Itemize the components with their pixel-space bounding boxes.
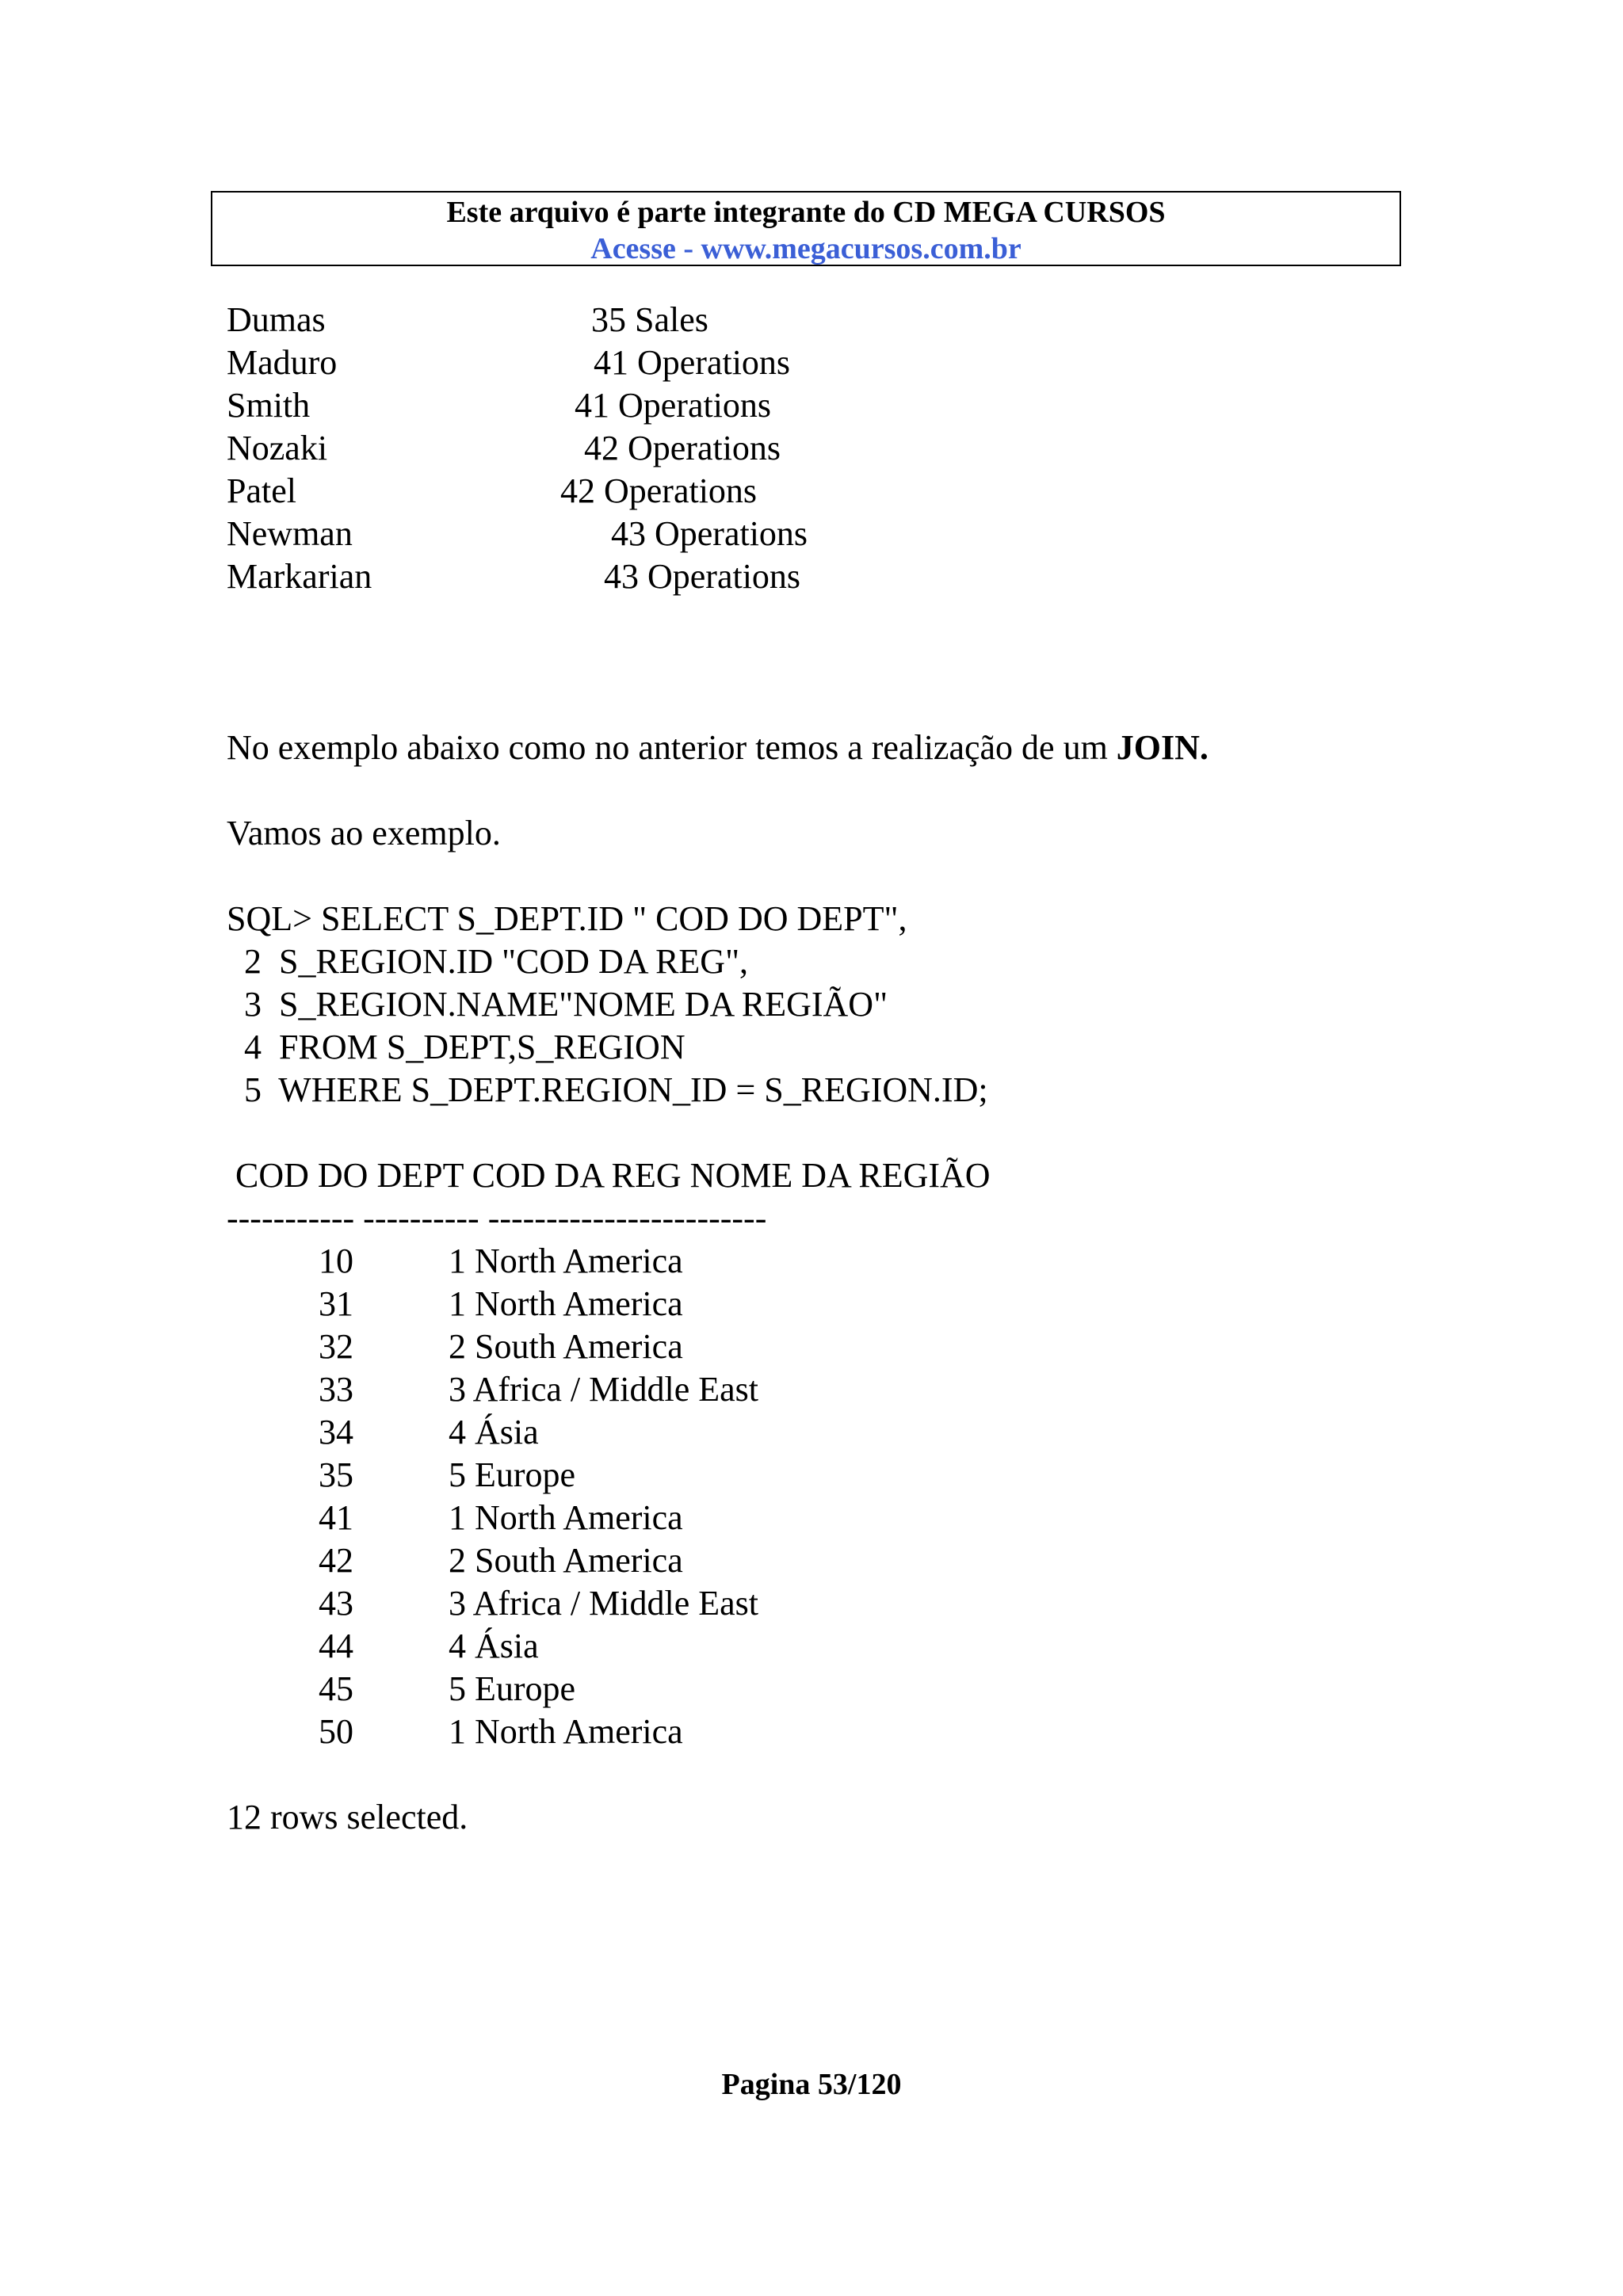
employee-name: Newman [227,514,353,553]
result-header: COD DO DEPT COD DA REG NOME DA REGIÃO [227,1156,991,1195]
vamos-text: Vamos ao exemplo. [227,814,501,852]
result-dept: 33 [319,1370,353,1409]
result-dept: 42 [319,1541,353,1580]
result-dept: 34 [319,1413,353,1451]
sql-line: 3 S_REGION.NAME"NOME DA REGIÃO" [227,985,888,1024]
employee-name: Maduro [227,343,338,382]
page-number: Pagina 53/120 [721,2068,902,2101]
result-region: 1 North America [449,1498,683,1537]
result-region: 1 North America [449,1712,683,1751]
sql-line: SQL> SELECT S_DEPT.ID " COD DO DEPT", [227,899,907,938]
employee-name: Nozaki [227,429,328,467]
result-region: 1 North America [449,1284,683,1323]
result-separator: ----------- ---------- ------------------------ [227,1199,767,1238]
result-dept: 43 [319,1584,353,1623]
result-dept: 32 [319,1327,353,1366]
employee-dept: 41 Operations [594,343,791,382]
rows-selected: 12 rows selected. [227,1798,468,1836]
employee-name: Patel [227,471,296,510]
employee-dept: 41 Operations [575,386,772,425]
sql-line: 2 S_REGION.ID "COD DA REG", [227,942,749,981]
result-dept: 10 [319,1241,353,1280]
result-region: 5 Europe [449,1669,576,1708]
result-region: 2 South America [449,1541,683,1580]
result-dept: 44 [319,1627,353,1665]
sql-line: 4 FROM S_DEPT,S_REGION [227,1028,685,1066]
result-region: 5 Europe [449,1455,576,1494]
result-region: 2 South America [449,1327,683,1366]
header-link[interactable]: Acesse - www.megacursos.com.br [590,232,1022,265]
employee-name: Markarian [227,557,372,596]
employee-dept: 43 Operations [611,514,808,553]
employee-dept: 43 Operations [604,557,801,596]
intro-text: No exemplo abaixo como no anterior temos a realização de um [227,728,1117,767]
intro-paragraph [227,727,1209,769]
intro-bold: JOIN. [1116,728,1209,767]
result-region: 3 Africa / Middle East [449,1584,759,1623]
result-dept: 50 [319,1712,353,1751]
result-region: 1 North America [449,1241,683,1280]
employee-name: Dumas [227,300,326,339]
result-dept: 31 [319,1284,353,1323]
header-title: Este arquivo é parte integrante do CD MEGA CURSOS [446,196,1166,229]
employee-dept: 35 Sales [591,300,708,339]
result-region: 3 Africa / Middle East [449,1370,759,1409]
result-dept: 45 [319,1669,353,1708]
sql-line: 5 WHERE S_DEPT.REGION_ID = S_REGION.ID; [227,1070,988,1109]
result-region: 4 Ásia [449,1627,539,1665]
result-dept: 41 [319,1498,353,1537]
employee-dept: 42 Operations [560,471,758,510]
employee-name: Smith [227,386,311,425]
result-region: 4 Ásia [449,1413,539,1451]
result-dept: 35 [319,1455,353,1494]
employee-dept: 42 Operations [584,429,781,467]
header-box [211,191,1401,266]
